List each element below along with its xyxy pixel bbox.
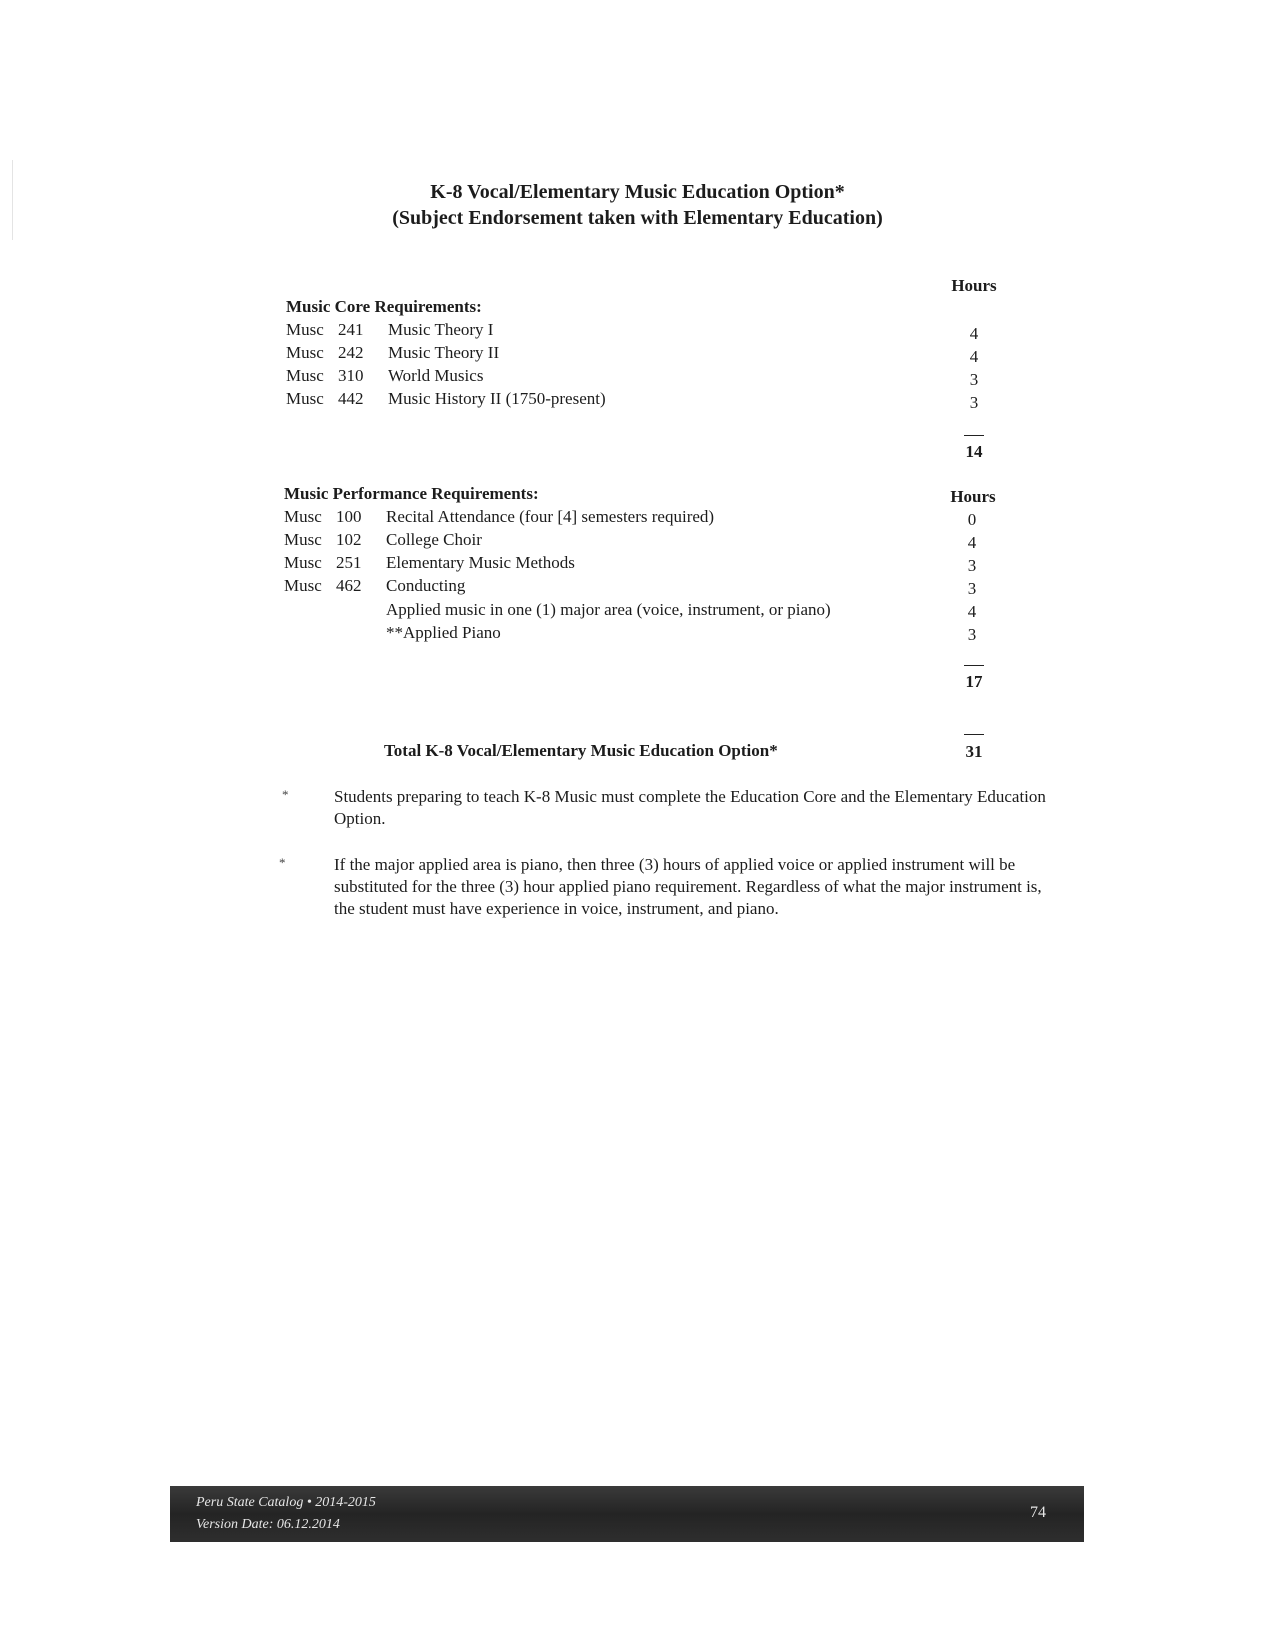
footer-version-date: Version Date: 06.12.2014 — [196, 1517, 340, 1532]
course-number: 442 — [338, 389, 364, 408]
footnote-text: If the major applied area is piano, then three (3) hours of applied voice or applied instrument will be substituted for the three (3) hour applied piano requirement. Regardless of what the major instrument is, the student must have experience in voice, instrument, and piano. — [334, 855, 1042, 918]
table-row — [284, 507, 1004, 530]
course-title: **Applied Piano — [386, 623, 501, 642]
course-hours: 3 — [967, 579, 977, 598]
table-row — [286, 320, 1006, 343]
performance-section-heading: Music Performance Requirements: — [284, 484, 539, 503]
course-dept: Musc — [284, 507, 322, 526]
course-number: 100 — [336, 507, 362, 526]
course-title: Elementary Music Methods — [386, 553, 575, 572]
course-hours: 3 — [969, 393, 979, 412]
course-dept: Musc — [286, 366, 324, 385]
course-title: Music History II (1750-present) — [388, 389, 606, 408]
course-title: Recital Attendance (four [4] semesters required) — [386, 507, 715, 526]
course-dept: Musc — [286, 343, 324, 362]
core-section-heading: Music Core Requirements: — [286, 297, 482, 316]
course-number: 251 — [336, 553, 362, 572]
table-row — [286, 389, 1006, 412]
footnote-mark: * — [282, 787, 289, 802]
course-hours: 4 — [967, 533, 977, 552]
course-hours: 3 — [969, 370, 979, 389]
page-subtitle: (Subject Endorsement taken with Elementary Education) — [392, 207, 883, 229]
course-title: Applied music in one (1) major area (voice, instrument, or piano) — [386, 600, 831, 619]
performance-subtotal: 17 — [965, 672, 983, 691]
course-dept: Musc — [286, 389, 324, 408]
course-number: 310 — [338, 366, 364, 385]
course-number: 462 — [336, 576, 362, 595]
core-subtotal: 14 — [965, 442, 983, 461]
course-title: Conducting — [386, 576, 466, 595]
course-number: 102 — [336, 530, 362, 549]
total-value: 31 — [965, 742, 983, 761]
table-row — [284, 623, 1004, 646]
table-row — [284, 576, 1004, 599]
footer-bar — [170, 1486, 1084, 1542]
course-hours: 4 — [969, 324, 979, 343]
total-rule — [964, 734, 984, 735]
course-dept: Musc — [284, 576, 322, 595]
total-label: Total K-8 Vocal/Elementary Music Education Option* — [384, 741, 778, 760]
table-row — [284, 553, 1004, 576]
footnote-mark: * — [279, 855, 286, 870]
table-row — [286, 366, 1006, 389]
course-dept: Musc — [286, 320, 324, 339]
course-hours: 4 — [969, 347, 979, 366]
course-number: 242 — [338, 343, 364, 362]
table-row — [284, 530, 1004, 553]
subtotal-rule — [964, 435, 984, 436]
course-hours: 0 — [967, 510, 977, 529]
course-hours: 4 — [967, 602, 977, 621]
course-hours: 3 — [967, 625, 977, 644]
course-title: World Musics — [388, 366, 484, 385]
table-row — [286, 343, 1006, 366]
page-number: 74 — [1030, 1504, 1046, 1521]
course-dept: Musc — [284, 530, 322, 549]
course-title: Music Theory II — [388, 343, 500, 362]
subtotal-rule — [964, 665, 984, 666]
core-hours-header: Hours — [951, 276, 997, 295]
table-row — [284, 600, 1004, 623]
page-title: K-8 Vocal/Elementary Music Education Option* — [430, 181, 845, 203]
course-title: Music Theory I — [388, 320, 494, 339]
course-dept: Musc — [284, 553, 322, 572]
course-hours: 3 — [967, 556, 977, 575]
performance-hours-header: Hours — [950, 487, 996, 506]
course-number: 241 — [338, 320, 364, 339]
footer-catalog-title: Peru State Catalog • 2014-2015 — [196, 1495, 376, 1510]
footnote-text: Students preparing to teach K-8 Music must complete the Education Core and the Elementary Education Option. — [334, 787, 1046, 828]
course-title: College Choir — [386, 530, 482, 549]
